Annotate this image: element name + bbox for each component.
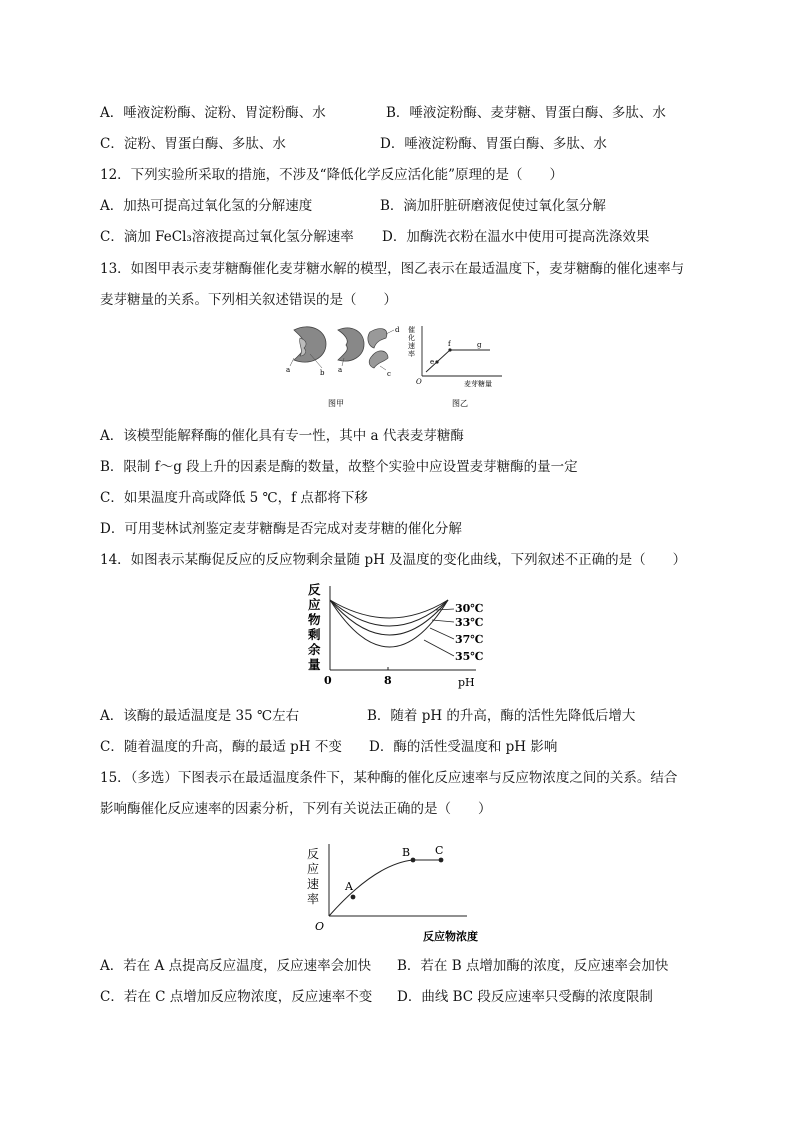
q14-option-d: D．酶的活性受温度和 pH 影响 [369,739,558,755]
q14-x-tick-8: 8 [384,674,392,687]
q13-option-b: B．限制 f～g 段上升的因素是酶的数量，故整个实验中应设置麦芽糖酶的量一定 [100,459,578,475]
q13-point-e: e [430,358,435,366]
q15-y-label-1: 反 [307,847,320,861]
q15-stem-line2: 影响酶催化反应速率的因素分析，下列有关说法正确的是（ ） [100,801,492,817]
q12-stem: 12．下列实验所采取的措施，不涉及“降低化学反应活化能”原理的是（ ） [100,167,563,183]
q13-fig-a-label-2: b [320,369,325,377]
q15-origin: O [315,920,325,933]
q14-curve-label-35: 35℃ [455,650,484,663]
q13-option-c: C．如果温度升高或降低 5 ℃，f 点都将下移 [100,490,368,506]
q13-y-label-3: 速 [408,342,415,350]
q13-fig-a-caption: 图甲 [328,399,344,408]
q11-option-d: D．唾液淀粉酶、胃蛋白酶、多肽、水 [380,136,607,152]
q14-curve-label-33: 33℃ [455,616,484,629]
q13-stem-line2: 麦芽糖量的关系。下列相关叙述错误的是（ ） [100,292,397,308]
q13-y-label-2: 化 [408,334,415,342]
q13-option-a: A．该模型能解释酶的催化具有专一性，其中 a 代表麦芽糖酶 [100,428,464,444]
q14-option-c: C．随着温度的升高，酶的最适 pH 不变 [100,739,342,755]
q11-option-c: C．淀粉、胃蛋白酶、多肽、水 [100,136,286,152]
q14-y-label-1: 反 [308,582,321,597]
q13-fig-a-label-4: d [395,326,400,334]
q14-y-label-6: 量 [308,657,321,672]
q13-origin: O [416,378,422,386]
q15-stem-line1: 15．（多选）下图表示在最适温度条件下，某种酶的催化反应速率与反应物浓度之间的关系。结合 [100,770,678,786]
q15-x-label: 反应物浓度 [423,930,478,943]
q13-option-d: D．可用斐林试剂鉴定麦芽糖酶是否完成对麦芽糖的催化分解 [100,521,462,537]
q13-figure [280,318,520,410]
q15-rate-graph [305,836,495,946]
q15-y-label-3: 速 [307,877,320,891]
q13-stem-line1: 13．如图甲表示麦芽糖酶催化麦芽糖水解的模型，图乙表示在最适温度下，麦芽糖酶的催化速率与 [100,261,685,277]
q14-y-label-4: 剩 [308,627,321,642]
q14-ph-temperature-graph [300,578,500,692]
q14-curve-label-37: 37℃ [455,633,484,646]
q11-option-b: B．唾液淀粉酶、麦芽糖、胃蛋白酶、多肽、水 [386,105,666,121]
q14-y-label-3: 物 [308,612,321,627]
q11-option-a: A．唾液淀粉酶、淀粉、胃淀粉酶、水 [100,105,326,121]
q15-point-b: B [402,846,411,859]
q13-point-g: g [477,341,482,349]
q13-fig-b-caption: 图乙 [452,399,468,408]
q13-enzyme-model [286,326,400,408]
q14-y-label-2: 应 [308,597,321,612]
q15-y-label-4: 率 [307,892,320,906]
q13-fig-a-label-1: a [286,366,291,374]
q13-rate-graph [408,325,502,408]
q13-x-label: 麦芽糖量 [464,380,492,388]
q14-origin: 0 [324,674,332,687]
q13-y-label-1: 催 [408,326,415,334]
q13-fig-a-label-3: a [338,366,343,374]
q15-option-b: B．若在 B 点增加酶的浓度，反应速率会加快 [397,958,669,974]
q15-point-a: A [345,880,353,893]
q13-point-f: f [448,340,451,348]
q12-option-b: B．滴加肝脏研磨液促使过氧化氢分解 [380,198,606,214]
q14-option-a: A．该酶的最适温度是 35 ℃左右 [100,708,300,724]
q15-option-d: D．曲线 BC 段反应速率只受酶的浓度限制 [397,989,653,1005]
q12-option-c: C．滴加 FeCl₃溶液提高过氧化氢分解速率 [100,229,354,245]
q15-point-c: C [435,844,444,857]
q13-y-label-4: 率 [408,350,415,358]
q13-fig-a-label-5: c [387,370,391,378]
q15-option-a: A．若在 A 点提高反应温度，反应速率会加快 [100,958,372,974]
q14-option-b: B．随着 pH 的升高，酶的活性先降低后增大 [367,708,636,724]
q15-option-c: C．若在 C 点增加反应物浓度，反应速率不变 [100,989,373,1005]
q12-option-d: D．加酶洗衣粉在温水中使用可提高洗涤效果 [382,229,650,245]
q14-x-label: pH [458,676,475,689]
q12-option-a: A．加热可提高过氧化氢的分解速度 [100,198,313,214]
q14-stem: 14．如图表示某酶促反应的反应物剩余量随 pH 及温度的变化曲线，下列叙述不正确的是（ ） [100,552,687,568]
q15-y-label-2: 应 [307,862,320,876]
q14-y-label-5: 余 [308,642,321,657]
q14-curve-label-30: 30℃ [455,602,484,615]
